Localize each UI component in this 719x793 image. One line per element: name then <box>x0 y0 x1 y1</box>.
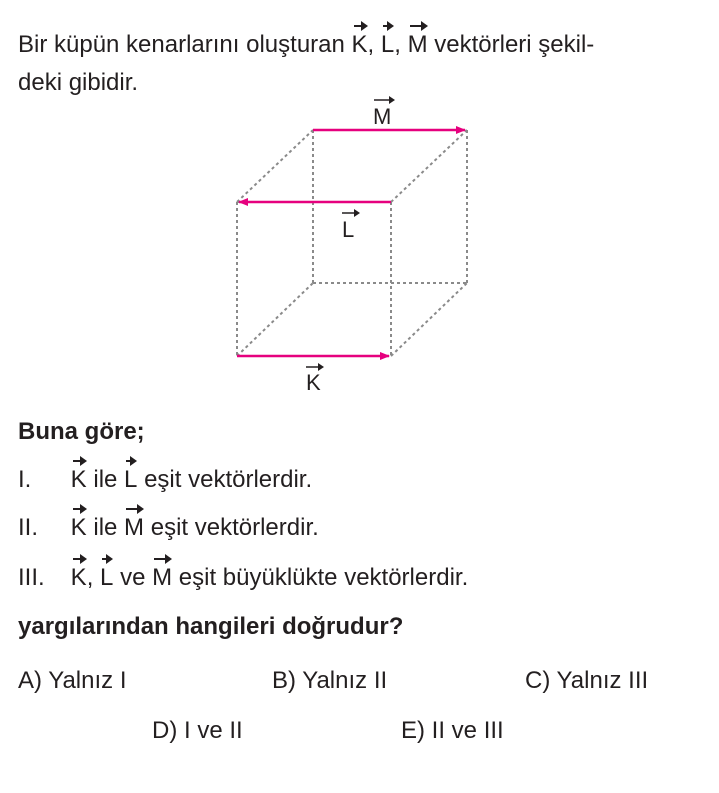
label-k <box>306 363 324 395</box>
cube-edges <box>237 130 467 356</box>
vector-l: L <box>124 463 137 495</box>
prompt-heading: Buna göre; <box>18 418 145 445</box>
stem-line-2: deki gibidir. <box>18 69 139 96</box>
option-d[interactable]: D) I ve II <box>152 717 243 744</box>
vector-k: K <box>71 463 87 495</box>
label-m <box>373 96 395 129</box>
vector-m: M <box>408 28 428 60</box>
statement-3: III. K, L ve M eşit büyüklükte vektörlerdir. <box>18 561 468 593</box>
stem-text-suffix: vektörleri şekil- <box>434 31 595 58</box>
vector-m: M <box>152 561 172 593</box>
svg-text:L: L <box>342 217 355 242</box>
question-text: yargılarından hangileri doğrudur? <box>18 613 404 640</box>
statement-2: II. K ile M eşit vektörlerdir. <box>18 511 319 543</box>
vector-l: L <box>381 28 394 60</box>
option-e[interactable]: E) II ve III <box>401 717 504 744</box>
vector-k: K <box>71 511 87 543</box>
stem-text: Bir küpün kenarlarını oluşturan <box>18 31 345 58</box>
vector-k: K <box>71 561 87 593</box>
vector-l: L <box>100 561 113 593</box>
svg-text:M: M <box>373 104 392 129</box>
option-a[interactable]: A) Yalnız I <box>18 667 127 694</box>
option-b[interactable]: B) Yalnız II <box>272 667 388 694</box>
statement-1: I. K ile L eşit vektörlerdir. <box>18 463 312 495</box>
stem-line-1: Bir küpün kenarlarını oluşturan K, L, M vektörleri şekil- <box>18 28 594 60</box>
label-l <box>342 209 360 242</box>
vector-k: K <box>352 28 368 60</box>
option-c[interactable]: C) Yalnız III <box>525 667 649 694</box>
vector-m: M <box>124 511 144 543</box>
svg-text:K: K <box>306 370 321 395</box>
